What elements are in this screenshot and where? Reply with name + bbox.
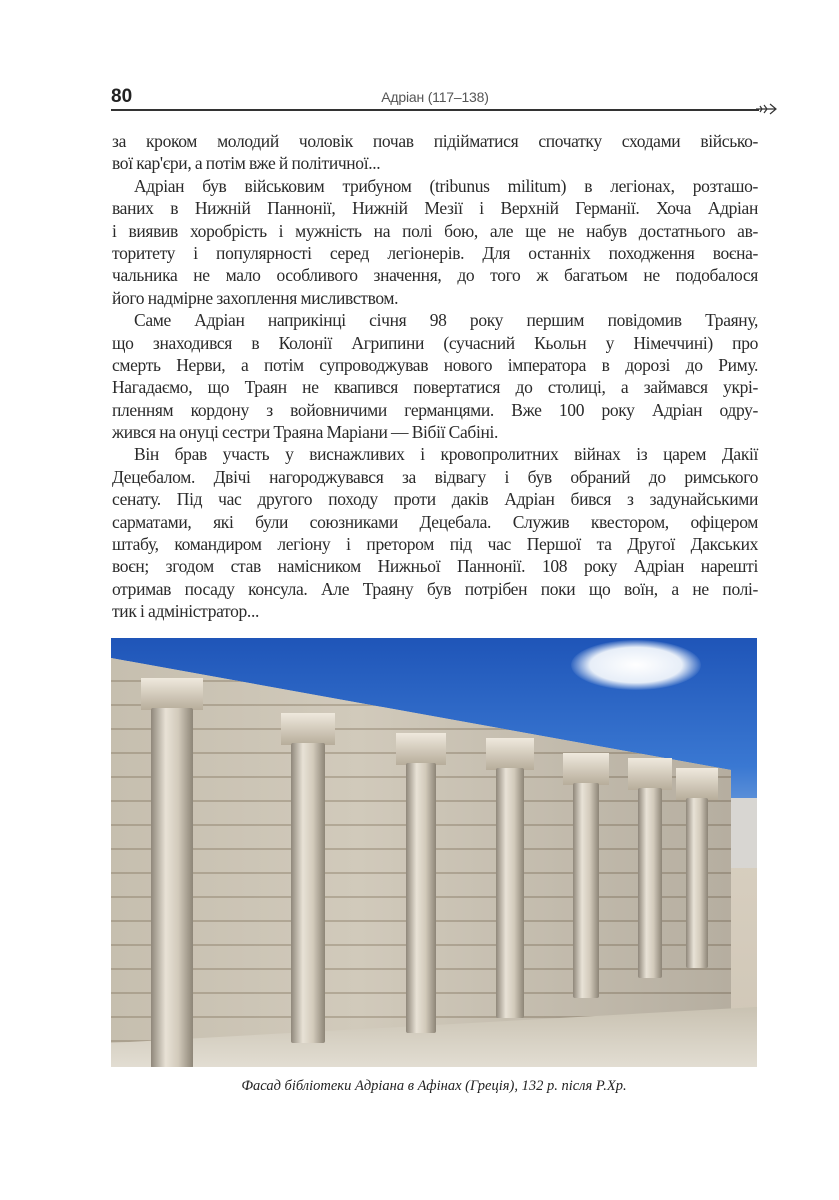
column-capital	[281, 713, 335, 745]
text-line: отримав посаду консула. Але Траяну був потрібен поки що воїн, а не полі-	[112, 578, 758, 599]
page-number: 80	[111, 86, 133, 107]
column	[151, 708, 193, 1067]
text-line: смерть Нерви, а потім супроводжував нового імператора в дорозі до Риму.	[112, 354, 758, 375]
column	[638, 788, 662, 978]
cloud	[571, 640, 701, 690]
figure-caption: Фасад бібліотеки Адріана в Афінах (Греція), 132 р. після Р.Хр.	[241, 1078, 627, 1094]
paragraph	[112, 130, 758, 175]
header-rule	[111, 109, 759, 111]
column	[573, 783, 599, 998]
column	[686, 798, 708, 968]
text-line: вої кар'єри, а потім вже й політичної...	[112, 153, 381, 174]
text-line: що знаходився в Колонії Агрипини (сучасний Кьольн у Німеччині) про	[112, 332, 758, 353]
paragraph	[112, 443, 758, 622]
column	[496, 768, 524, 1018]
text-line: сарматами, які були союзниками Децебала. Служив квестором, офіцером	[112, 511, 758, 532]
column	[406, 763, 436, 1033]
text-line: Саме Адріан наприкінці січня 98 року першим повідомив Траяну,	[134, 310, 758, 331]
text-line: тик і адміністратор...	[112, 601, 259, 622]
text-line: ваних в Нижній Паннонії, Нижній Мезії і Верхній Германії. Хоча Адріан	[112, 198, 758, 219]
column	[291, 743, 325, 1043]
text-line: воєн; згодом став намісником Нижньої Паннонії. 108 року Адріан нарешті	[112, 556, 758, 577]
column-capital	[486, 738, 534, 770]
text-line: пленням кордону з войовничими германцями. Вже 100 року Адріан одру-	[112, 399, 758, 420]
text-line: жився на онуці сестри Траяна Маріани — Вібії Сабіні.	[112, 422, 499, 443]
paragraph	[112, 175, 758, 309]
text-line: і виявив хоробрість і мужність на полі бою, але ще не набув достатнього ав-	[112, 220, 758, 241]
column-capital	[628, 758, 672, 790]
text-line: за кроком молодий чоловік почав підійматися спочатку сходами військо-	[112, 131, 758, 151]
text-line: чальника не мало особливого значення, до того ж багатьом не подобалося	[112, 265, 758, 286]
column-capital	[396, 733, 446, 765]
text-line: Адріан був військовим трибуном (tribunus militum) в легіонах, розташо-	[134, 175, 758, 196]
library-of-hadrian-photo	[111, 638, 757, 1067]
text-line: сенату. Під час другого походу проти даків Адріан бився з задунайськими	[112, 489, 758, 510]
text-line: штабу, командиром легіону і претором під час Першої та Другої Дакських	[112, 534, 758, 555]
paragraph	[112, 309, 758, 443]
text-line: Децебалом. Двічі нагороджувався за відвагу і був обраний до римського	[112, 466, 758, 487]
ornament-icon	[756, 101, 778, 117]
text-line: Він брав участь у виснажливих і кровопролитних війнах із царем Дакії	[134, 444, 758, 465]
running-title: Адріан (117–138)	[381, 89, 489, 105]
text-line: його надмірне захоплення мисливством.	[112, 287, 399, 308]
text-line: торитету і популярності серед легіонерів. Для останніх походження воєна-	[112, 242, 758, 263]
column-capital	[676, 768, 718, 800]
column-capital	[563, 753, 609, 785]
body-text	[112, 130, 758, 623]
text-line: Нагадаємо, що Траян не квапився повертатися до столиці, а займався укрі-	[112, 377, 758, 398]
column-capital	[141, 678, 203, 710]
